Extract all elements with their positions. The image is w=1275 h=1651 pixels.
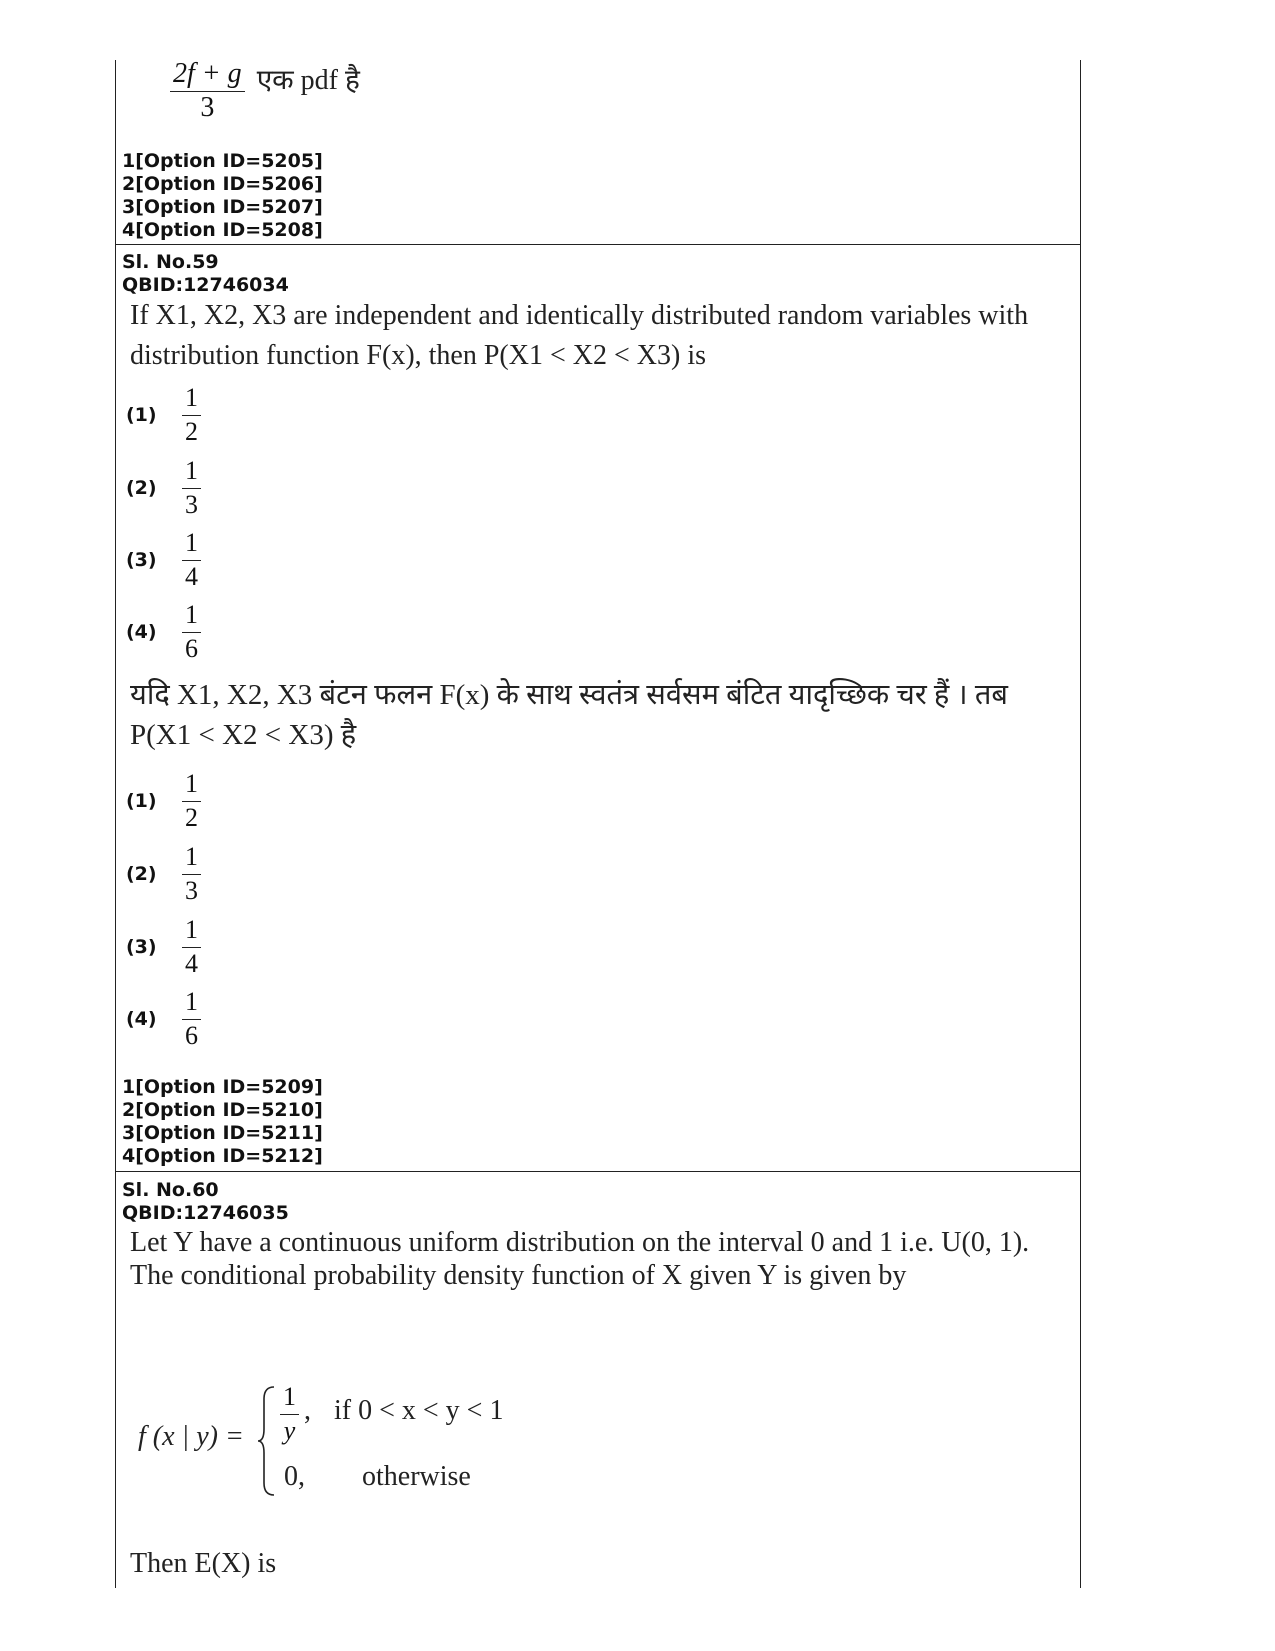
question-sheet [115, 60, 1081, 1588]
choice-fraction [182, 601, 201, 663]
option-id: 4[Option ID=5208] [122, 219, 323, 241]
q59-hindi-choice-1 [126, 763, 201, 839]
q59-hindi-line-2: P(X1 < X2 < X3) है [130, 719, 357, 751]
q59-hindi-choice-3 [126, 909, 201, 985]
option-id: 1[Option ID=5209] [122, 1076, 323, 1098]
numerator: 1 [185, 769, 198, 798]
fraction-bar [182, 415, 201, 416]
q60-line-2: The conditional probability density function of X given Y is given by [130, 1260, 907, 1291]
q59-english-text [130, 296, 1050, 376]
q59-choice-4 [126, 594, 201, 670]
conditional-pdf [138, 1382, 738, 1505]
top-fraction [170, 60, 245, 122]
fraction-bar [280, 1414, 299, 1415]
denominator: 4 [185, 949, 198, 978]
divider [116, 244, 1080, 245]
option-id: 3[Option ID=5207] [122, 196, 323, 218]
case1-condition: if 0 < x < y < 1 [334, 1395, 504, 1426]
numerator: 1 [185, 600, 198, 629]
top-fraction-suffix: एक pdf है [256, 65, 360, 96]
denominator: 4 [185, 562, 198, 591]
q59-choice-2 [126, 450, 201, 526]
numerator: 1 [283, 1382, 296, 1411]
option-id: 1[Option ID=5205] [122, 150, 323, 172]
q59-choice-3 [126, 522, 201, 598]
prev-option-ids [122, 150, 323, 242]
q59-choice-1 [126, 377, 201, 453]
denominator: 2 [185, 803, 198, 832]
q59-header [122, 251, 289, 297]
choice-label: (2) [126, 476, 157, 499]
q59-hindi-line-1: यदि X1, X2, X3 बंटन फलन F(x) के साथ स्वतंत्र सर्वसम बंटित यादृच्छिक चर हैं । तब [130, 679, 1008, 711]
sl-no: Sl. No.59 [122, 251, 219, 273]
choice-label: (3) [126, 548, 157, 571]
numerator: 1 [185, 915, 198, 944]
choice-label: (4) [126, 620, 157, 643]
left-brace [256, 1385, 278, 1497]
case2-condition: otherwise [362, 1461, 471, 1492]
top-fraction-numerator: 2f + g [173, 58, 242, 89]
choice-fraction [182, 843, 201, 905]
case2-value: 0, [284, 1461, 305, 1492]
divider [116, 1171, 1080, 1172]
option-id: 4[Option ID=5212] [122, 1145, 323, 1167]
choice-fraction [182, 529, 201, 591]
pdf-lhs: f (x | y) = [138, 1421, 244, 1452]
fraction-bar [182, 801, 201, 802]
numerator: 1 [185, 987, 198, 1016]
q60-text [130, 1226, 1050, 1292]
denominator: 3 [185, 876, 198, 905]
choice-fraction [182, 916, 201, 978]
fraction-bar [182, 947, 201, 948]
top-fraction-denominator: 3 [200, 92, 215, 123]
choice-label: (2) [126, 862, 157, 885]
qbid: QBID:12746035 [122, 1202, 289, 1224]
fraction-bar [182, 874, 201, 875]
numerator: 1 [185, 383, 198, 412]
q59-hindi-choice-4 [126, 981, 201, 1057]
denominator: 6 [185, 634, 198, 663]
choice-label: (1) [126, 403, 157, 426]
option-id: 2[Option ID=5206] [122, 173, 323, 195]
q60-then-text: Then E(X) is [130, 1548, 277, 1579]
choice-label: (1) [126, 789, 157, 812]
denominator: 6 [185, 1021, 198, 1050]
choice-label: (3) [126, 935, 157, 958]
denominator: 3 [185, 490, 198, 519]
numerator: 1 [185, 528, 198, 557]
q60-header [122, 1179, 289, 1225]
choice-fraction [182, 457, 201, 519]
qbid: QBID:12746034 [122, 274, 289, 296]
choice-fraction [182, 770, 201, 832]
q59-hindi-choice-2 [126, 836, 201, 912]
q59-line-1: If X1, X2, X3 are independent and identically distributed random variables with [130, 300, 1029, 331]
choice-label: (4) [126, 1007, 157, 1030]
numerator: 1 [185, 842, 198, 871]
denominator: y [283, 1416, 296, 1445]
q59-hindi-text [130, 675, 1050, 755]
comma: , [304, 1395, 311, 1426]
fraction-bar [182, 488, 201, 489]
option-id: 3[Option ID=5211] [122, 1122, 323, 1144]
choice-fraction [182, 988, 201, 1050]
q60-line-1: Let Y have a continuous uniform distribution on the interval 0 and 1 i.e. U(0, 1). [130, 1227, 1030, 1258]
q59-line-2: distribution function F(x), then P(X1 < X2 < X3) is [130, 340, 706, 371]
fraction-bar [182, 1019, 201, 1020]
denominator: 2 [185, 417, 198, 446]
choice-fraction [182, 384, 201, 446]
top-formula [170, 60, 360, 122]
q59-option-ids [122, 1076, 323, 1168]
option-id: 2[Option ID=5210] [122, 1099, 323, 1121]
case1-fraction [280, 1383, 299, 1445]
fraction-bar [182, 632, 201, 633]
numerator: 1 [185, 456, 198, 485]
sl-no: Sl. No.60 [122, 1179, 219, 1201]
fraction-bar [182, 560, 201, 561]
